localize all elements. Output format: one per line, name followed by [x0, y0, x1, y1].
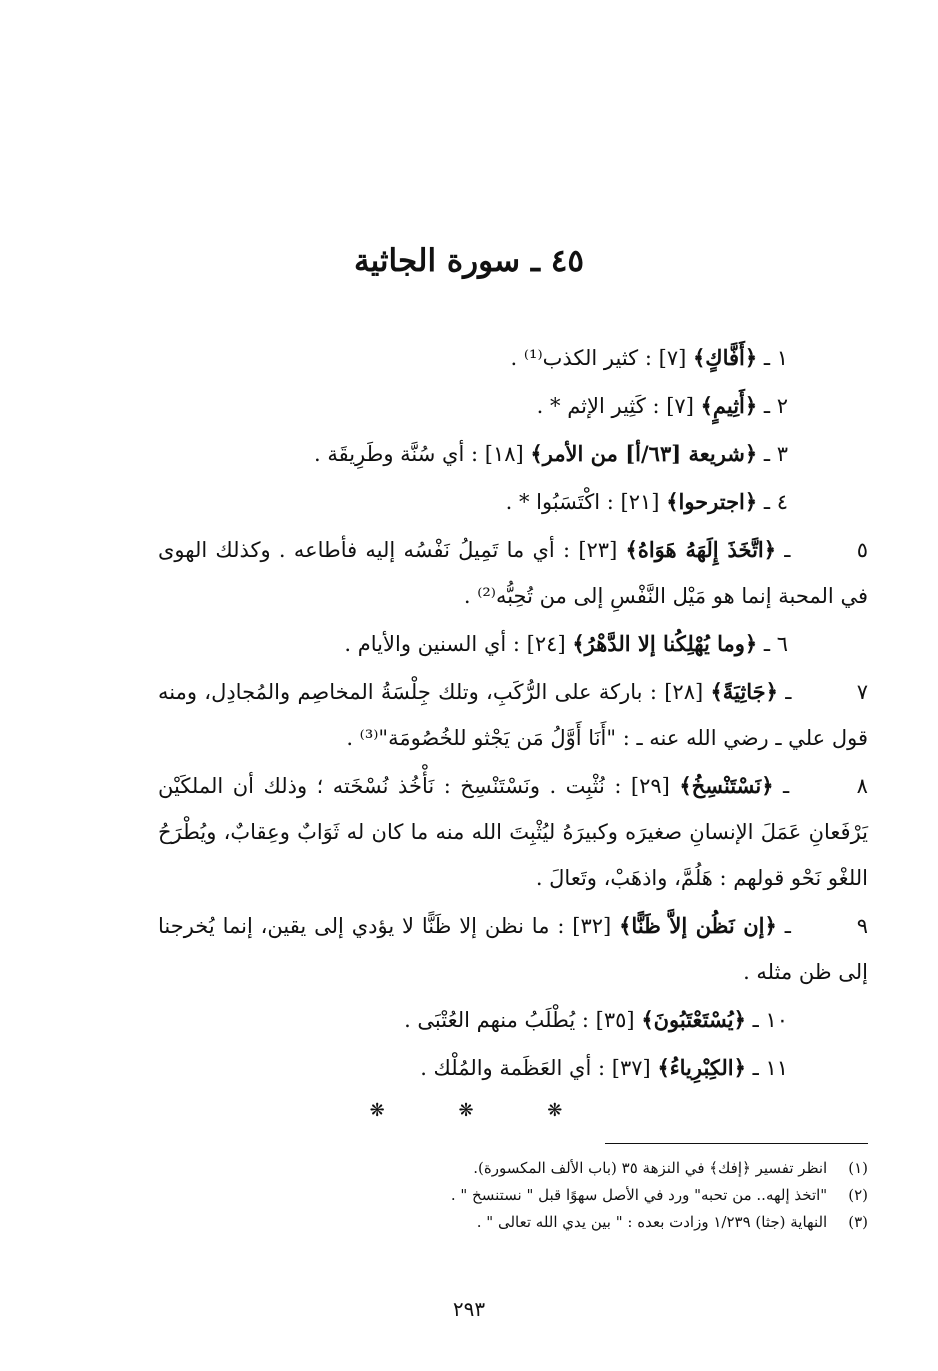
entry-word: ﴿جَاثِيَةً﴾: [710, 679, 778, 704]
entry-word: ﴿يُسْتَعْتَبُونَ﴾: [641, 1007, 746, 1032]
surah-title: ٤٥ ـ سورة الجاثية: [353, 243, 585, 279]
entry-verse-ref: [٣٥]: [595, 1008, 635, 1032]
glossary-entry-7: [158, 669, 868, 761]
entry-verse-ref: [٢٣]: [578, 538, 618, 562]
footnote-number: (٢): [848, 1186, 868, 1204]
entry-indent: [799, 774, 857, 798]
entry-verse-ref: [٢٨]: [664, 680, 704, 704]
footnotes: [128, 1155, 868, 1236]
asterism-icon: ❋: [547, 1100, 569, 1121]
footnote-2: [128, 1182, 868, 1209]
entry-separator: :: [512, 632, 520, 656]
entry-definition: ما نظن إلا ظَنًّا لا يؤدي إلى يقين، إنما يُخرجنا إلى ظن مثله .: [158, 914, 868, 984]
section-divider: [0, 1100, 938, 1121]
entry-verse-ref: [٧]: [666, 394, 694, 418]
entry-number: ١١ ـ: [752, 1056, 788, 1080]
entry-verse-ref: [٢٤]: [526, 632, 566, 656]
glossary-entry-1: [158, 335, 868, 381]
entry-separator: :: [614, 774, 622, 798]
entry-number: ٩ ـ: [784, 914, 868, 938]
entry-word: ﴿اتَّخَذَ إِلَهَهُ هَوَاهُ﴾: [625, 537, 777, 562]
entry-definition: اكْتَسَبُوا * .: [505, 490, 601, 514]
glossary-entry-11: [158, 1045, 868, 1091]
entry-verse-ref: [٣٢]: [572, 914, 612, 938]
entry-separator: :: [652, 394, 660, 418]
asterism-icon: ❋: [458, 1100, 480, 1121]
glossary-entry-6: [158, 621, 868, 667]
footnote-1: [128, 1155, 868, 1182]
entry-word: ﴿وما يُهْلِكُنا إلا الدَّهْرُ﴾: [572, 631, 758, 656]
entry-word: ﴿أَثِيمٍ﴾: [700, 393, 758, 418]
entry-verse-ref: [١٨]: [484, 442, 524, 466]
entry-indent: [799, 680, 857, 704]
entry-verse-ref: [٧]: [658, 346, 687, 370]
glossary-entry-5: [158, 527, 868, 619]
entry-separator: :: [557, 914, 565, 938]
entry-definition: كَثِير الإثم * .: [536, 394, 646, 418]
entry-number: ٤ ـ: [763, 490, 788, 514]
glossary-entry-4: [158, 479, 868, 525]
entry-number: ١ ـ: [763, 346, 788, 370]
footnote-3: [128, 1209, 868, 1236]
entry-definition: أي السنين والأيام .: [344, 632, 507, 656]
entry-definition: كثير الكذب⁽¹⁾ .: [510, 346, 639, 370]
entry-word: ﴿نَسْتَنْسِخُ﴾: [679, 773, 774, 798]
entry-definition: باركة على الرُّكَبِ، وتلك جِلْسَةُ المخاصِم والمُجادِل، ومنه قول علي ـ رضي الله عنه ـ : "أَنَا أَوَّلُ مَن يَجْثو للخُصُومَة"⁽³⁾ .: [158, 680, 868, 750]
footnote-text: انظر تفسير ﴿إفك﴾ في النزهة ٣٥ (باب الألف المكسورة).: [473, 1159, 828, 1177]
entry-number: ٣ ـ: [763, 442, 788, 466]
entry-indent: [799, 914, 857, 938]
entry-number: ٦ ـ: [763, 632, 788, 656]
entry-definition: أي سُنَّة وطَرِيقَة .: [313, 442, 465, 466]
footnote-text: "اتخذ إلهه.. من تحبه" ورد في الأصل سهوًا قبل " نستنسخ " .: [450, 1186, 828, 1204]
footnote-number: (١): [848, 1159, 868, 1177]
entry-separator: :: [649, 680, 657, 704]
entry-number: ٨ ـ: [783, 774, 868, 798]
entry-number: ٧ ـ: [785, 680, 868, 704]
entry-separator: :: [598, 1056, 606, 1080]
footnote-text: النهاية (جثا) ١/٢٣٩ وزادت بعده : " بين يدي الله تعالى " .: [476, 1213, 828, 1231]
page-number: ٢٩٣: [452, 1297, 486, 1321]
entry-verse-ref: [٢١]: [620, 490, 660, 514]
entry-number: ١٠ ـ: [752, 1008, 788, 1032]
glossary-entry-3: [158, 431, 868, 477]
entry-definition: نُثْبِت . ونَسْتَنْسِخ : نَأْخُذ نُسْخَته ؛ وذلك أن الملكَيْن يَرْفَعانِ عَمَلَ الإنسانِ صغيرَه وكبيرَهُ ليُثْبِتَ الله منه ما كان له ثَوَابٌ وعِقابٌ، ويُطْرَحُ اللغْو نَحْو قولهم : هَلُمَّ، واذهَبْ، وتَعالَ .: [158, 774, 868, 890]
entry-definition: يُطْلَبُ منهم العُتْبَى .: [404, 1008, 576, 1032]
entry-number: ٢ ـ: [763, 394, 788, 418]
entry-word: ﴿إن نَظُن إلاَّ ظَنًّا﴾: [619, 913, 777, 938]
footnote-number: (٣): [848, 1213, 868, 1231]
glossary-entry-8: [158, 763, 868, 901]
entry-word: ﴿شريعة [٦٣/أ] من الأمر﴾: [530, 441, 758, 466]
entry-verse-ref: [٢٩]: [630, 774, 670, 798]
entry-separator: :: [563, 538, 571, 562]
entry-word: ﴿الكِبْرِياءُ﴾: [657, 1055, 746, 1080]
entry-separator: :: [606, 490, 614, 514]
entry-number: ٥ ـ: [784, 538, 868, 562]
entry-word: ﴿اجترحوا﴾: [666, 489, 758, 514]
entry-indent: [799, 538, 857, 562]
entry-definition: أي العَظَمة والمُلْك .: [420, 1056, 592, 1080]
glossary-entries: [158, 335, 868, 1093]
entry-word: ﴿أَفَّاكٍ﴾: [693, 345, 758, 370]
entry-separator: :: [644, 346, 652, 370]
entry-definition: أي ما تَمِيلُ نَفْسُه إليه فأطاعه . وكذلك الهوى في المحبة إنما هو مَيْل النَّفْسِ إلى من تُحِبُّه⁽²⁾ .: [158, 538, 868, 608]
entry-separator: :: [471, 442, 479, 466]
footnote-rule: [605, 1143, 868, 1144]
glossary-entry-10: [158, 997, 868, 1043]
entry-verse-ref: [٣٧]: [611, 1056, 651, 1080]
glossary-entry-2: [158, 383, 868, 429]
entry-separator: :: [581, 1008, 589, 1032]
glossary-entry-9: [158, 903, 868, 995]
asterism-icon: ❋: [369, 1100, 391, 1121]
